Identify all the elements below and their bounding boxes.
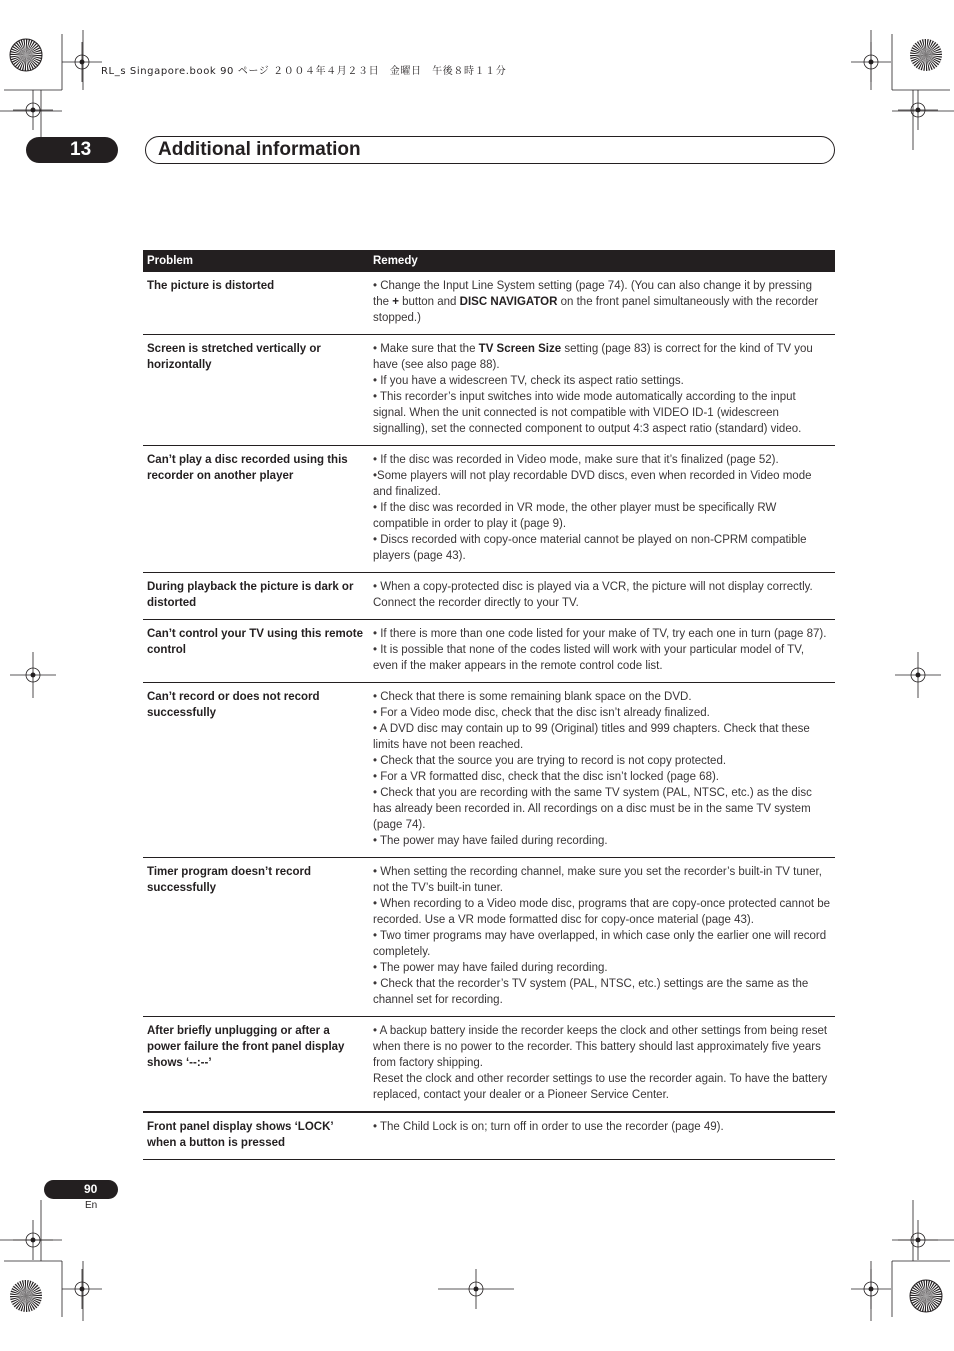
remedy-line xyxy=(373,278,831,326)
remedy-text: • For a Video mode disc, check that the disc isn’t already finalized. xyxy=(373,707,710,719)
remedy-cell xyxy=(369,858,835,1017)
remedy-text: • If the disc was recorded in Video mode, make sure that it’s finalized (page 52). xyxy=(373,454,779,466)
chapter-number-badge: 13 xyxy=(26,137,118,163)
problem-cell: Can’t record or does not record successfully xyxy=(143,683,369,858)
problem-cell: The picture is distorted xyxy=(143,272,369,335)
column-header-problem: Problem xyxy=(143,250,369,272)
remedy-text: • Make sure that the xyxy=(373,343,479,355)
remedy-cell xyxy=(369,573,835,620)
table-row xyxy=(143,1017,835,1113)
remedy-line xyxy=(373,1023,831,1071)
table-header-row xyxy=(143,250,835,272)
problem-cell: Timer program doesn’t record successfully xyxy=(143,858,369,1017)
problem-cell: During playback the picture is dark or distorted xyxy=(143,573,369,620)
remedy-text: • Change the Input Line System setting (page 74). (You can also change it by pressing the xyxy=(373,280,812,308)
remedy-text: • The Child Lock is on; turn off in order to use the recorder (page 49). xyxy=(373,1121,724,1133)
remedy-text: button and xyxy=(398,296,460,308)
remedy-text: Reset the clock and other recorder settings to use the recorder again. To have the battery replaced, contact your dealer or a Pioneer Service Center. xyxy=(373,1073,828,1101)
remedy-text: • The power may have failed during recording. xyxy=(373,835,608,847)
remedy-line xyxy=(373,626,831,642)
remedy-emphasis: DISC NAVIGATOR xyxy=(459,296,558,308)
table-row xyxy=(143,858,835,1017)
remedy-text: • When a copy-protected disc is played via a VCR, the picture will not display correctly. Connect the recorder directly to your TV. xyxy=(373,581,813,609)
remedy-emphasis: TV Screen Size xyxy=(478,343,562,355)
column-header-remedy: Remedy xyxy=(369,250,835,272)
remedy-line xyxy=(373,1071,831,1103)
remedy-text: • It is possible that none of the codes listed will work with your particular model of TV, even if the maker appears in the remote control code list. xyxy=(373,644,805,672)
remedy-text: • A backup battery inside the recorder keeps the clock and other settings from being reset when there is no power to the recorder. This battery should last approximately five years from factory shipping. xyxy=(373,1025,828,1069)
table-row xyxy=(143,620,835,683)
problem-cell: Can’t control your TV using this remote control xyxy=(143,620,369,683)
remedy-line xyxy=(373,642,831,674)
table-row xyxy=(143,335,835,446)
remedy-line xyxy=(373,864,831,896)
problem-cell: Can’t play a disc recorded using this recorder on another player xyxy=(143,446,369,573)
remedy-line xyxy=(373,452,831,468)
remedy-cell xyxy=(369,446,835,573)
remedy-text: • Two timer programs may have overlapped, in which case only the earlier one will record completely. xyxy=(373,930,827,958)
remedy-text: on the front panel simultaneously with the recorder stopped.) xyxy=(373,296,819,324)
remedy-line xyxy=(373,785,831,833)
problem-cell: After briefly unplugging or after a power failure the front panel display shows ‘--:--’ xyxy=(143,1017,369,1113)
remedy-text: • Check that you are recording with the same TV system (PAL, NTSC, etc.) as the disc has already been recorded in. All recordings on a disc must be in the same TV system (page 74). xyxy=(373,787,812,831)
remedy-line xyxy=(373,689,831,705)
remedy-text: • Discs recorded with copy-once material cannot be played on non-CPRM compatible players (page 43). xyxy=(373,534,807,562)
remedy-line xyxy=(373,500,831,532)
remedy-line xyxy=(373,532,831,564)
problem-cell: Front panel display shows ‘LOCK’ when a button is pressed xyxy=(143,1112,369,1160)
remedy-cell xyxy=(369,1017,835,1113)
troubleshooting-table xyxy=(143,250,835,1160)
remedy-cell xyxy=(369,335,835,446)
remedy-line xyxy=(373,1119,831,1135)
remedy-line xyxy=(373,373,831,389)
remedy-text: • A DVD disc may contain up to 99 (Original) titles and 999 chapters. Check that these limits have not been reached. xyxy=(373,723,810,751)
remedy-text: • When setting the recording channel, make sure you set the recorder’s built-in TV tuner, not the TV’s built-in tuner. xyxy=(373,866,822,894)
chapter-title: Additional information xyxy=(145,136,835,164)
table-row xyxy=(143,683,835,858)
remedy-line xyxy=(373,833,831,849)
remedy-cell xyxy=(369,620,835,683)
remedy-text: • If the disc was recorded in VR mode, the other player must be specifically RW compatible in order to play it (page 9). xyxy=(373,502,777,530)
problem-cell: Screen is stretched vertically or horizontally xyxy=(143,335,369,446)
remedy-line xyxy=(373,721,831,753)
remedy-line xyxy=(373,769,831,785)
table-row xyxy=(143,446,835,573)
remedy-line xyxy=(373,579,831,611)
remedy-line xyxy=(373,976,831,1008)
remedy-line xyxy=(373,341,831,373)
print-header: RL_s Singapore.book 90 ページ ２００４年４月２３日 金曜日 午後８時１１分 xyxy=(101,66,507,77)
remedy-cell xyxy=(369,272,835,335)
remedy-line xyxy=(373,753,831,769)
remedy-text: • This recorder’s input switches into wide mode automatically according to the input signal. When the unit connected is not compatible with VIDEO ID-1 (widescreen signalling), set the connected component to output 4:3 aspect ratio (standard) video. xyxy=(373,391,802,435)
table-row xyxy=(143,1112,835,1160)
remedy-text: setting (page 83) is correct for the kind of TV you have (see also page 88). xyxy=(373,343,813,371)
remedy-line xyxy=(373,468,831,500)
remedy-line xyxy=(373,928,831,960)
remedy-text: • Check that the source you are trying to record is not copy protected. xyxy=(373,755,727,767)
language-code: En xyxy=(85,1200,98,1211)
remedy-text: • For a VR formatted disc, check that the disc isn’t locked (page 68). xyxy=(373,771,719,783)
remedy-line xyxy=(373,705,831,721)
remedy-cell xyxy=(369,683,835,858)
remedy-text: • If there is more than one code listed for your make of TV, try each one in turn (page 87). xyxy=(373,628,827,640)
remedy-text: • The power may have failed during recording. xyxy=(373,962,608,974)
table-row xyxy=(143,272,835,335)
remedy-text: • Check that there is some remaining blank space on the DVD. xyxy=(373,691,692,703)
remedy-text: • If you have a widescreen TV, check its aspect ratio settings. xyxy=(373,375,684,387)
remedy-text: •Some players will not play recordable DVD discs, even when recorded in Video mode and finalized. xyxy=(373,470,812,498)
remedy-line xyxy=(373,960,831,976)
remedy-line xyxy=(373,896,831,928)
remedy-emphasis: + xyxy=(392,296,399,308)
table-row xyxy=(143,573,835,620)
page-number-badge: 90 xyxy=(44,1180,118,1199)
remedy-text: • Check that the recorder’s TV system (PAL, NTSC, etc.) settings are the same as the channel set for recording. xyxy=(373,978,809,1006)
remedy-line xyxy=(373,389,831,437)
remedy-cell xyxy=(369,1112,835,1160)
remedy-text: • When recording to a Video mode disc, programs that are copy-once protected cannot be recorded. Use a VR mode formatted disc for copy-once material (page 43). xyxy=(373,898,831,926)
